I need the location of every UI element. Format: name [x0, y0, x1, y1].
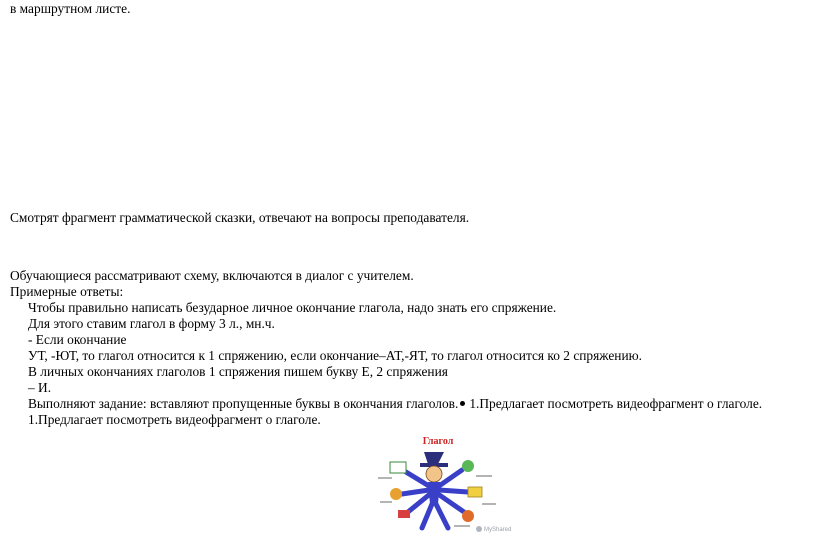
answer-line-2: Для этого ставим глагол в форму 3 л., мн.ч.	[28, 316, 275, 331]
myshared-logo-icon	[476, 526, 482, 532]
picture-title: Глагол	[422, 436, 454, 447]
text-line-look: Обучающиеся рассматривают схему, включаются в диалог с учителем.	[10, 268, 414, 283]
bullet-dot-icon	[460, 401, 465, 406]
answer-line-6: – И.	[28, 380, 52, 395]
video-line: 1.Предлагает посмотреть видеофрагмент о глаголе.	[28, 412, 321, 427]
verb-cartoon-icon	[372, 432, 522, 536]
answer-line-5: В личных окончаниях глаголов 1 спряжения пишем букву Е, 2 спряжения	[28, 364, 448, 379]
task-line-start: Выполняют задание: вставляют пропущенные буквы в окончания глаголов.	[28, 396, 459, 411]
text-line-watch: Смотрят фрагмент грамматической сказки, отвечают на вопросы преподавателя.	[10, 210, 470, 225]
verb-cartoon-picture	[372, 432, 522, 536]
task-line	[28, 396, 762, 412]
answer-line-1: Чтобы правильно написать безударное личное окончание глагола, надо знать его спряжение.	[28, 300, 557, 315]
watermark	[476, 526, 511, 533]
answer-line-3: - Если окончание	[28, 332, 127, 347]
sample-answers-heading: Примерные ответы:	[10, 284, 124, 299]
watermark-label: MyShared	[484, 527, 512, 533]
task-line-end: 1.Предлагает посмотреть видеофрагмент о глаголе.	[469, 396, 763, 411]
text-line-top: в маршрутном листе.	[10, 1, 131, 16]
answer-line-4: УТ, -ЮТ, то глагол относится к 1 спряжению, если окончание–АТ,-ЯТ, то глагол относится ко 2 спряжению.	[28, 348, 642, 363]
